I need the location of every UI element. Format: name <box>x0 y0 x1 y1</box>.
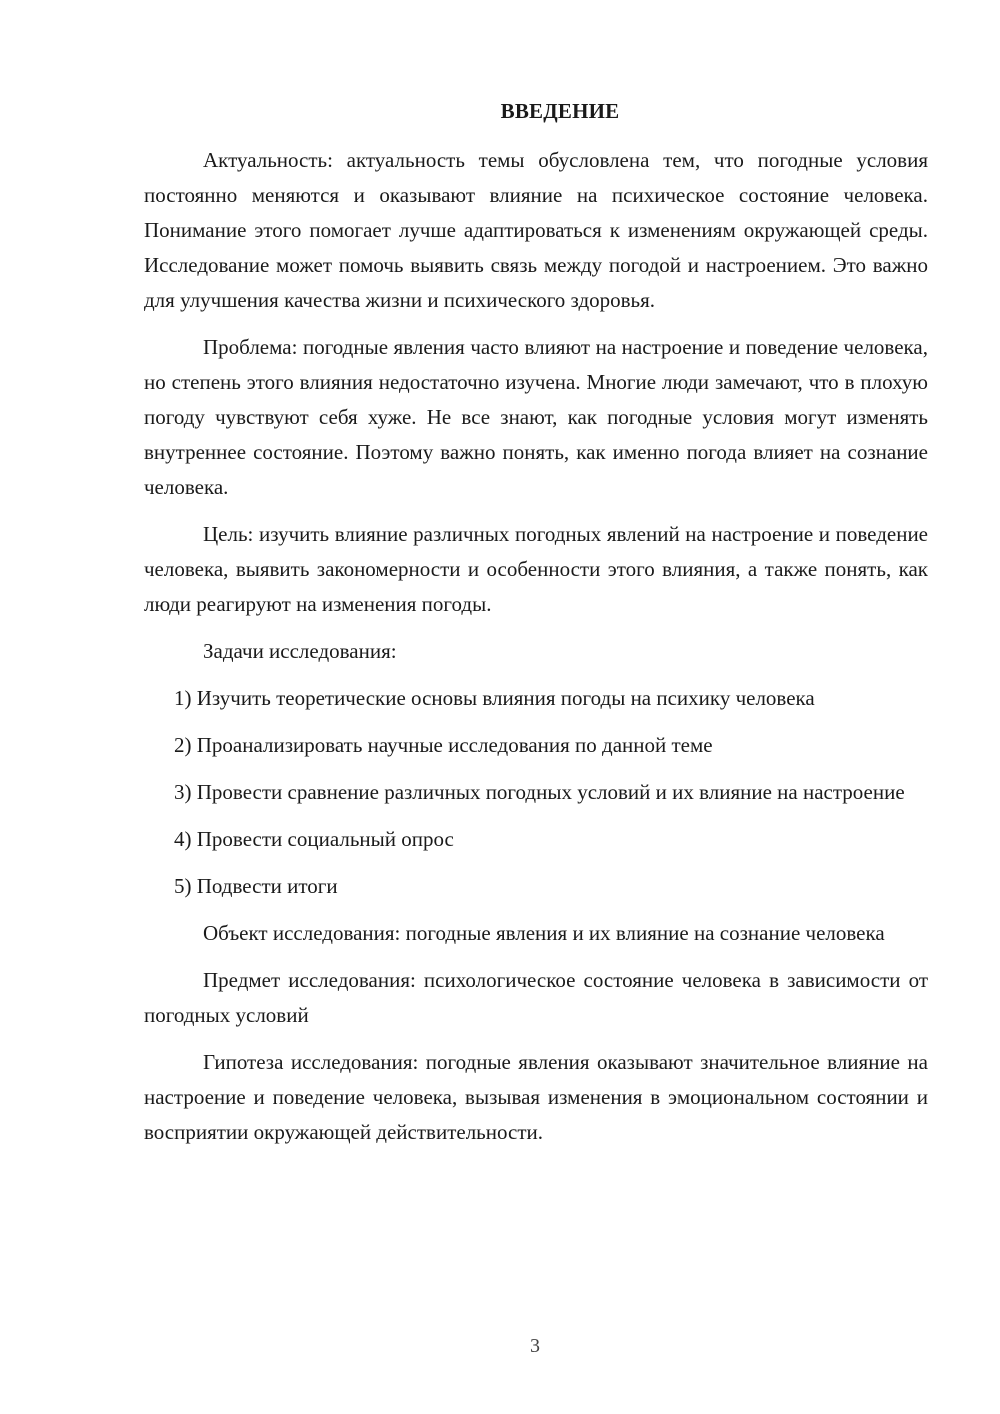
task-item-3: 3) Провести сравнение различных погодных условий и их влияние на настроение <box>174 780 905 804</box>
problem-paragraph: Проблема: погодные явления часто влияют на настроение и поведение человека, но степень этого влияния недостаточно изучена. Многие люди замечают, что в плохую погоду чувствуют себя хуже. Не все знают, как погодные условия могут изменять внутреннее состояние. Поэтому важно понять, как именно погода влияет на сознание человека. <box>144 335 928 499</box>
task-item-1: 1) Изучить теоретические основы влияния погоды на психику человека <box>174 686 815 710</box>
page-number: 3 <box>530 1335 540 1357</box>
page-content <box>144 94 928 1162</box>
tasks-list <box>144 681 928 904</box>
task-item-2: 2) Проанализировать научные исследования по данной теме <box>174 733 713 757</box>
task-item-4: 4) Провести социальный опрос <box>174 827 454 851</box>
hypothesis-paragraph: Гипотеза исследования: погодные явления оказывают значительное влияние на настроение и поведение человека, вызывая изменения в эмоциональном состоянии и восприятии окружающей действительности. <box>144 1050 928 1144</box>
subject-paragraph: Предмет исследования: психологическое состояние человека в зависимости от погодных условий <box>144 968 928 1027</box>
tasks-label: Задачи исследования: <box>203 639 397 663</box>
relevance-paragraph: Актуальность: актуальность темы обусловлена тем, что погодные условия постоянно меняются и оказывают влияние на психическое состояние человека. Понимание этого помогает лучше адаптироваться к изменениям окружающей среды. Исследование может помочь выявить связь между погодой и настроением. Это важно для улучшения качества жизни и психического здоровья. <box>144 148 928 312</box>
section-heading: ВВЕДЕНИЕ <box>500 99 620 123</box>
object-paragraph: Объект исследования: погодные явления и их влияние на сознание человека <box>203 921 885 945</box>
goal-paragraph: Цель: изучить влияние различных погодных явлений на настроение и поведение человека, выявить закономерности и особенности этого влияния, а также понять, как люди реагируют на изменения погоды. <box>144 522 928 616</box>
task-item-5: 5) Подвести итоги <box>174 874 338 898</box>
